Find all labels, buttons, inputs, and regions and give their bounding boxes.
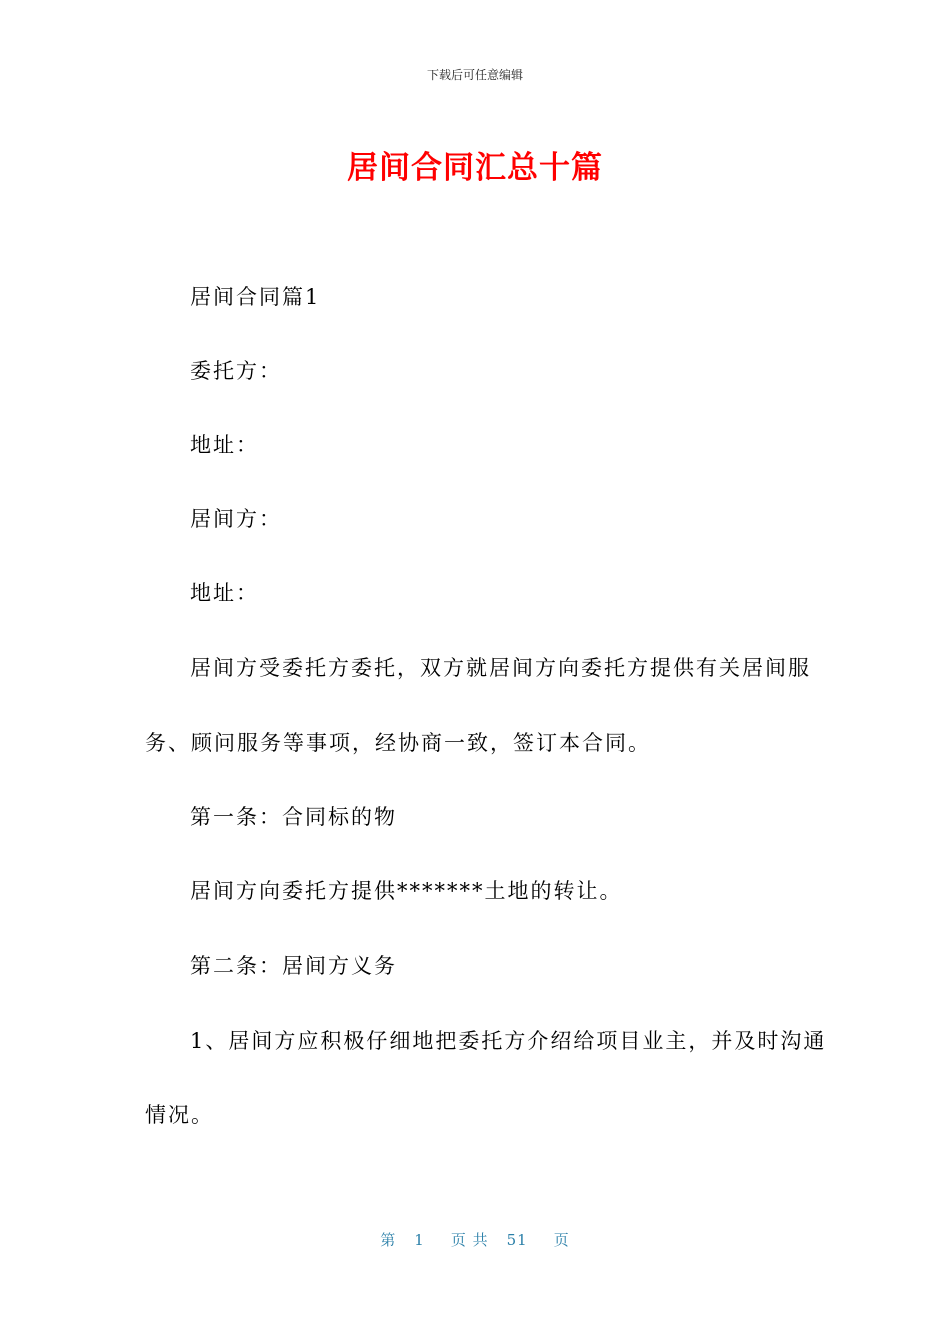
footer-total-pages: 51	[506, 1231, 528, 1249]
article-heading: 第二条：居间方义务	[190, 954, 397, 978]
page-footer	[0, 1229, 950, 1250]
section-heading: 居间合同篇1	[190, 285, 321, 309]
paragraph-line: 务、顾问服务等事项，经协商一致，签订本合同。	[145, 731, 651, 755]
intermediary-address-label: 地址：	[190, 581, 259, 605]
footer-suffix: 页	[553, 1231, 570, 1249]
footer-prefix: 第	[380, 1231, 397, 1249]
client-label: 委托方：	[190, 359, 282, 383]
paragraph-line: 居间方受委托方委托，双方就居间方向委托方提供有关居间服	[190, 656, 811, 680]
client-address-label: 地址：	[190, 433, 259, 457]
paragraph-line: 居间方向委托方提供*******土地的转让。	[190, 879, 623, 903]
paragraph-line: 1、居间方应积极仔细地把委托方介绍给项目业主，并及时沟通	[190, 1029, 827, 1053]
footer-middle: 页 共	[450, 1231, 489, 1249]
intermediary-label: 居间方：	[190, 507, 282, 531]
header-note: 下载后可任意编辑	[426, 68, 523, 82]
document-title: 居间合同汇总十篇	[347, 150, 603, 186]
footer-page-number: 1	[414, 1231, 425, 1249]
article-heading: 第一条：合同标的物	[190, 805, 397, 829]
paragraph-line: 情况。	[145, 1103, 214, 1127]
